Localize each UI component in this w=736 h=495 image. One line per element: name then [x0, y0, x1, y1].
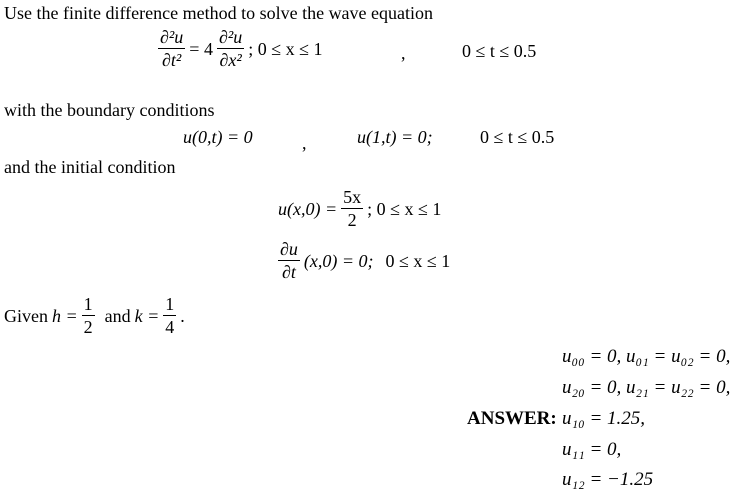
answer-line-1: u₀₀ = 0, u₀₁ = u₀₂ = 0,	[562, 346, 731, 367]
pde-rhs-num: ∂²u	[218, 27, 243, 47]
bc-comma: ,	[302, 133, 307, 153]
and-text: and	[104, 305, 131, 326]
bc-left: u(0,t) = 0	[183, 127, 253, 147]
ic1-lhs: u(x,0) =	[278, 198, 338, 219]
ic-displacement	[278, 188, 441, 229]
given-line	[4, 295, 185, 336]
k-num: 1	[165, 294, 175, 314]
ic1-fraction	[341, 188, 363, 229]
ic1-den: 2	[347, 210, 357, 230]
answer-label: ANSWER:	[467, 408, 557, 429]
pde-domain-t: 0 ≤ t ≤ 0.5	[462, 41, 537, 61]
answer-line-3: u₁₀ = 1.25,	[562, 408, 646, 429]
ic1-domain: ; 0 ≤ x ≤ 1	[367, 198, 442, 219]
h-num: 1	[83, 294, 93, 314]
ic2-domain: 0 ≤ x ≤ 1	[385, 250, 451, 271]
pde-rhs-fraction	[217, 28, 244, 69]
ic1-num: 5x	[343, 187, 362, 207]
k-lhs: k =	[134, 305, 160, 326]
pde-domain-x: ; 0 ≤ x ≤ 1	[248, 38, 323, 59]
wave-equation	[158, 28, 323, 69]
ic2-den: ∂t	[282, 262, 296, 282]
k-fraction	[163, 295, 176, 336]
pde-lhs-num: ∂²u	[160, 27, 184, 47]
h-den: 2	[83, 317, 93, 337]
ic-velocity	[278, 240, 450, 281]
answer-line-2: u₂₀ = 0, u₂₁ = u₂₂ = 0,	[562, 377, 731, 398]
pde-equals: = 4	[189, 38, 213, 59]
answer-line-5: u₁₂ = −1.25	[562, 469, 654, 490]
bc-right: u(1,t) = 0;	[357, 127, 433, 147]
answer-line-4: u₁₁ = 0,	[562, 439, 622, 460]
intro-text: Use the finite difference method to solve the wave equation	[4, 3, 434, 23]
ic-intro-text: and the initial condition	[4, 157, 176, 177]
pde-lhs-den: ∂t²	[162, 50, 182, 70]
h-lhs: h =	[52, 305, 78, 326]
ic2-num: ∂u	[280, 239, 298, 259]
ic2-fraction	[278, 240, 300, 281]
bc-intro-text: with the boundary conditions	[4, 100, 215, 120]
given-label: Given	[4, 305, 48, 326]
h-fraction	[82, 295, 95, 336]
pde-rhs-den: ∂x²	[219, 50, 242, 70]
pde-lhs-fraction	[158, 28, 185, 69]
given-period: .	[180, 305, 185, 326]
bc-domain-t: 0 ≤ t ≤ 0.5	[480, 127, 555, 147]
pde-comma: ,	[401, 43, 406, 63]
ic2-rest: (x,0) = 0;	[303, 250, 374, 271]
k-den: 4	[165, 317, 175, 337]
